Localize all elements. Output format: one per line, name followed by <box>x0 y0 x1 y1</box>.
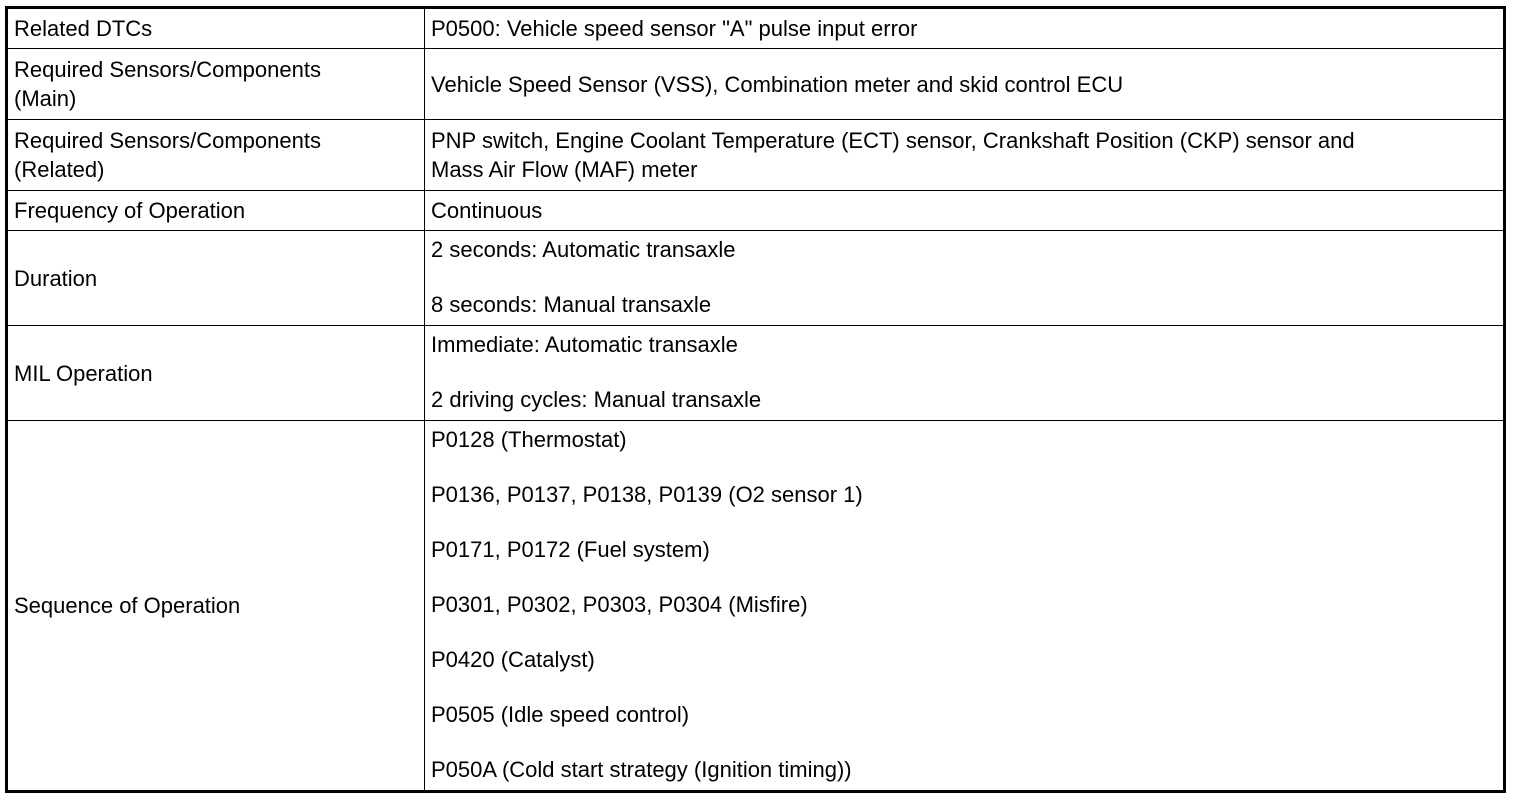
row-value <box>425 191 1505 231</box>
value-line: P0505 (Idle speed control) <box>431 702 690 727</box>
dtc-info-table <box>5 6 1506 793</box>
value-line: 2 seconds: Automatic transaxle <box>431 237 736 262</box>
value-line: P0136, P0137, P0138, P0139 (O2 sensor 1) <box>431 482 863 507</box>
table-row-mil-operation <box>7 326 1505 421</box>
value-line: Mass Air Flow (MAF) meter <box>431 157 698 182</box>
value-line: P0171, P0172 (Fuel system) <box>431 537 710 562</box>
value-line: PNP switch, Engine Coolant Temperature (ECT) sensor, Crankshaft Position (CKP) sensor and <box>431 128 1355 153</box>
value-line: 8 seconds: Manual transaxle <box>431 292 712 317</box>
value-line: P0420 (Catalyst) <box>431 647 595 672</box>
label-line: Required Sensors/Components <box>14 57 321 82</box>
value-line: Immediate: Automatic transaxle <box>431 332 738 357</box>
table-row-duration <box>7 231 1505 326</box>
value-line: P0128 (Thermostat) <box>431 427 627 452</box>
row-label <box>7 120 425 191</box>
value-line: 2 driving cycles: Manual transaxle <box>431 387 762 412</box>
row-label: Frequency of Operation <box>7 191 425 231</box>
label-line: (Main) <box>14 86 77 111</box>
table-row-required-main <box>7 49 1505 120</box>
table-row-related-dtcs <box>7 8 1505 49</box>
row-label: MIL Operation <box>7 326 425 421</box>
row-value <box>425 326 1505 421</box>
label-line: (Related) <box>14 157 105 182</box>
table-row-frequency <box>7 191 1505 231</box>
value-line: Vehicle Speed Sensor (VSS), Combination meter and skid control ECU <box>431 71 1124 97</box>
value-line: Continuous <box>431 198 543 223</box>
label-line: Required Sensors/Components <box>14 128 321 153</box>
row-value <box>425 49 1505 120</box>
table-row-required-related <box>7 120 1505 191</box>
row-label: Related DTCs <box>7 8 425 49</box>
row-label: Sequence of Operation <box>7 421 425 792</box>
row-value <box>425 421 1505 792</box>
row-value <box>425 8 1505 49</box>
table-row-sequence <box>7 421 1505 792</box>
row-label: Duration <box>7 231 425 326</box>
value-line: P0500: Vehicle speed sensor "A" pulse input error <box>431 16 918 41</box>
value-line: P0301, P0302, P0303, P0304 (Misfire) <box>431 592 808 617</box>
row-label <box>7 49 425 120</box>
row-value <box>425 231 1505 326</box>
row-value <box>425 120 1505 191</box>
value-line: P050A (Cold start strategy (Ignition timing)) <box>431 757 852 782</box>
